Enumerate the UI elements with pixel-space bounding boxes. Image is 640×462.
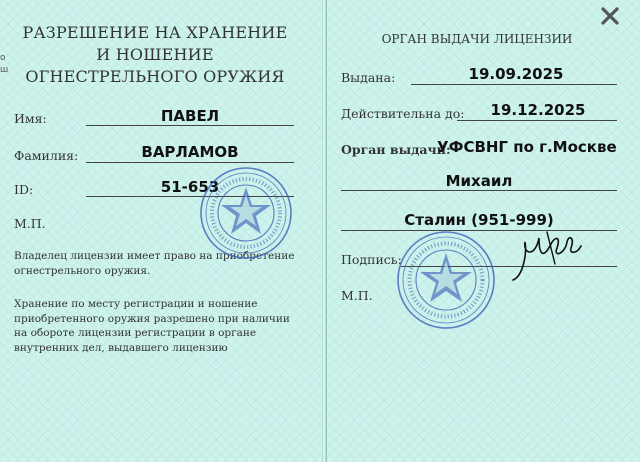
permit-title-line-1: РАЗРЕШЕНИЕ НА ХРАНЕНИЕ bbox=[22, 23, 288, 42]
surname-label: Фамилия: bbox=[14, 148, 79, 163]
issuer-name: Михаил bbox=[445, 172, 513, 190]
edge-mark-2: ш bbox=[0, 65, 9, 75]
storage-paragraph: Хранение по месту регистрации и ношение приобретенного оружия разрешено при наличии на обороте лицензии регистрации в органе внутренних дел, выдавшего лицензию bbox=[14, 298, 290, 354]
permit-title-line-2: И НОШЕНИЕ bbox=[96, 45, 214, 64]
right-seal-place-label: М.П. bbox=[341, 288, 373, 303]
issuing-authority-title: ОРГАН ВЫДАЧИ ЛИЦЕНЗИИ bbox=[381, 32, 573, 46]
close-icon[interactable] bbox=[599, 5, 621, 27]
edge-mark-1: о bbox=[0, 53, 6, 63]
seal-place-label: М.П. bbox=[14, 216, 46, 231]
rights-paragraph: Владелец лицензии имеет право на приобретение огнестрельного оружия. bbox=[14, 250, 295, 277]
issued-value: 19.09.2025 bbox=[468, 65, 564, 83]
surname-value: ВАРЛАМОВ bbox=[141, 143, 239, 161]
name-underline bbox=[86, 125, 294, 126]
signature-label: Подпись: bbox=[341, 252, 402, 267]
edge-fragment bbox=[0, 52, 8, 76]
valid-until-value: 19.12.2025 bbox=[490, 101, 586, 119]
id-label: ID: bbox=[14, 182, 34, 197]
right-page bbox=[326, 0, 640, 462]
issued-label: Выдана: bbox=[341, 70, 396, 85]
issued-underline bbox=[411, 84, 617, 85]
name-label: Имя: bbox=[14, 111, 47, 126]
official-stamp-right bbox=[395, 229, 497, 331]
permit-title-line-3: ОГНЕСТРЕЛЬНОГО ОРУЖИЯ bbox=[25, 67, 285, 86]
permit-title bbox=[10, 22, 300, 88]
issuer-surname: Сталин (951-999) bbox=[404, 211, 554, 229]
close-button[interactable] bbox=[599, 5, 621, 27]
valid-until-label: Действительна до: bbox=[341, 106, 465, 121]
official-stamp-left bbox=[198, 165, 294, 261]
authority-label: Орган выдачи: bbox=[341, 142, 451, 157]
handwritten-signature bbox=[509, 224, 589, 286]
valid-until-underline bbox=[457, 120, 617, 121]
name-value: ПАВЕЛ bbox=[160, 107, 220, 125]
authority-value: УФСВНГ по г.Москве bbox=[437, 138, 617, 156]
issuer-name-underline bbox=[341, 190, 617, 191]
surname-underline bbox=[86, 162, 294, 163]
id-value: 51-653 bbox=[160, 178, 220, 196]
